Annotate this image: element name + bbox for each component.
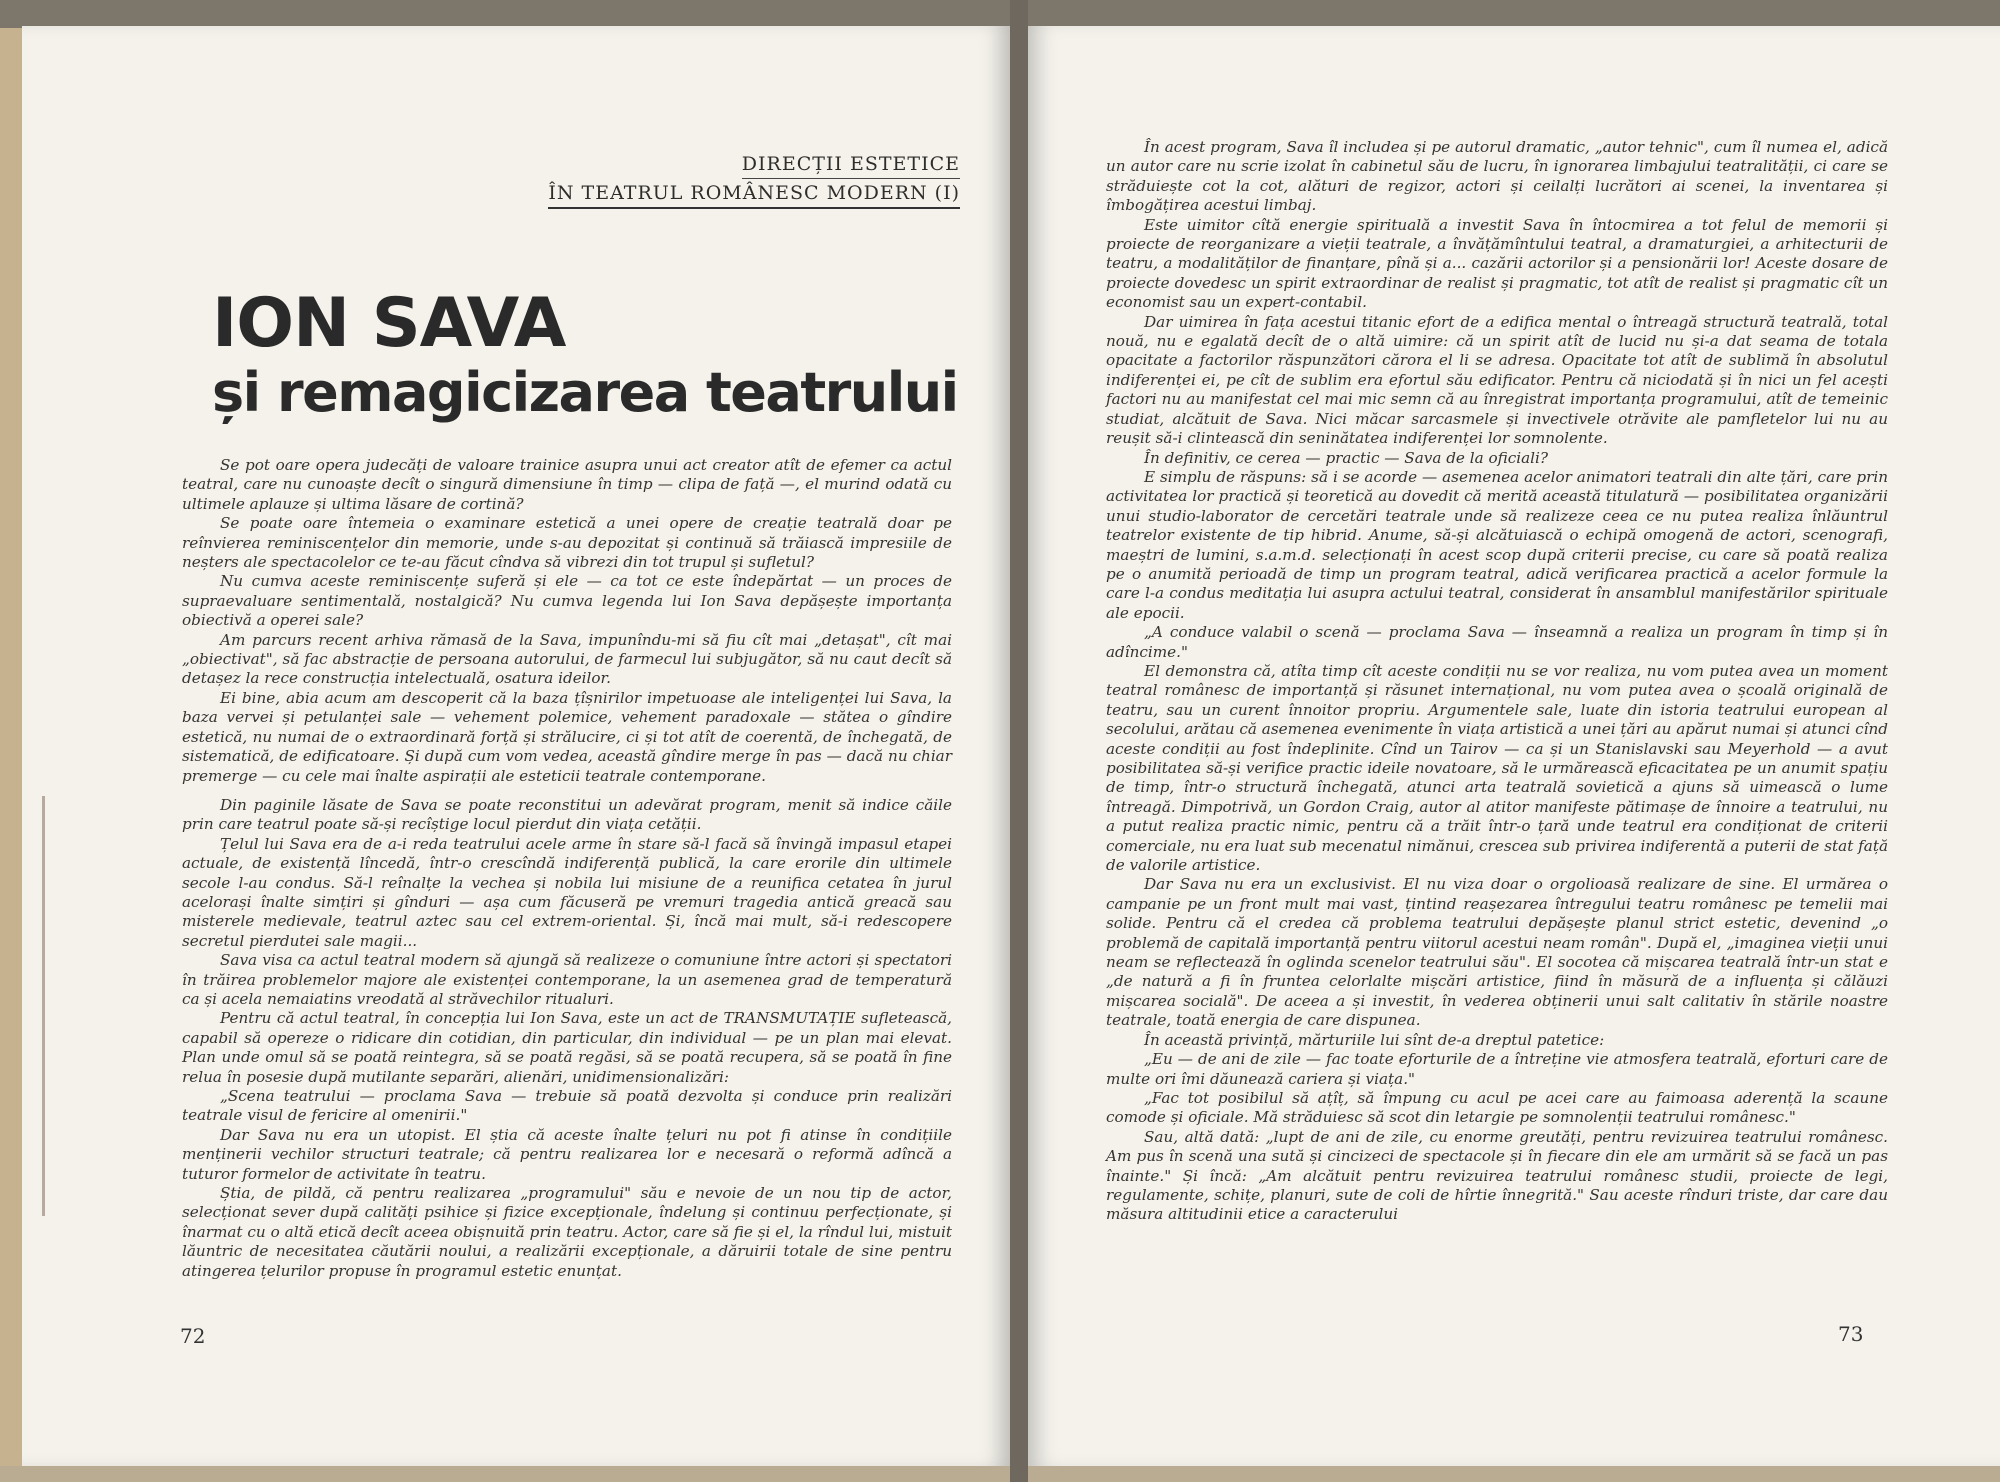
paragraph: Din paginile lăsate de Sava se poate reconstitui un adevărat program, menit să indice căile prin care teatrul poate să-și recîștige locul pierdut din viața cetății. [182,795,952,834]
paragraph: Dar Sava nu era un utopist. El știa că aceste înalte țeluri nu pot fi atinse în condițiile menținerii vechilor structuri teatrale; că pentru realizarea lor e necesară o reformă adîncă a tuturor formelor de activitate în teatru. [182,1125,952,1183]
paragraph: Sava visa ca actul teatral modern să ajungă să realizeze o comuniune între actori și spectatori în trăirea problemelor majore ale existenței contemporane, la un asemenea grad de temperatură ca și acela nemaiatins vreodată al străvechilor ritualuri. [182,951,952,1008]
right-page [1028,26,2000,1466]
series-line-2: ÎN TEATRUL ROMÂNESC MODERN (I) [548,179,960,209]
paragraph: Nu cumva aceste reminiscențe suferă și ele — ca tot ce este îndepărtat — un proces de supraevaluare sentimentală, nostalgică? Nu cumva legenda lui Ion Sava depășește importanța obiectivă a operei sale? [182,572,952,630]
book-gutter [1010,0,1028,1482]
right-body-text [1106,138,1888,1225]
page-number: 72 [180,1324,206,1348]
paragraph: Se pot oare opera judecăți de valoare trainice asupra unui act creator atît de efemer ca actul teatral, care nu cunoaște decît o singură dimensiune în timp — clipa de față —, el murind odată cu ultimele aplauze și ultima lăsare de cortină? [182,456,952,513]
paragraph: E simplu de răspuns: să i se acorde — asemenea acelor animatori teatrali din alte țări, care prin activitatea lor practică și teoretică au dovedit că merită această titulatură — posibilitatea organizării unui studio-laborator de cercetări teatrale unde să realizeze ceea ce nu putea realiza înlăuntrul teatrelor existente de tip hibrid. Anume, să-și alcătuiască o echipă omogenă de actori, scenografi, maeștri de lumini, s.a.m.d. selecționați în acest scop după criterii precise, cu care să poată realiza pe o anumită perioadă de timp un program teatral, adică verificarea practică a acelor formule la care l-a condus meditația lui asupra actului teatral, considerat în ansamblul manifestărilor spirituale ale epocii. [1106,467,1888,622]
page-number: 73 [1838,1322,1864,1346]
left-page [22,26,1010,1466]
book-cover-top [0,0,2000,28]
paragraph: Ei bine, abia acum am descoperit că la baza țîșnirilor impetuoase ale inteligenței lui Sava, la baza vervei și petulanței sale — vehement polemice, vehement paradoxale — stătea o gîndire estetică, nu numai de o extraordinară forță și strălucire, ci și tot atît de coerentă, de închegată, de sistematică, de edificatoare. Și după cum vom vedea, această gîndire merge în pas — dacă nu chiar premerge — cu cele mai înalte aspirații ale esteticii teatrale contemporane. [182,688,952,785]
paragraph: „Fac tot posibilul să ațîț, să împung cu acul pe acei care au faimoasa aderență la scaune comode și oficiale. Mă străduiesc să scot din letargie pe somnolenții teatrului românesc." [1106,1088,1888,1127]
paragraph: „Eu — de ani de zile — fac toate eforturile de a întreține vie atmosfera teatrală, eforturi care de multe ori îmi dăunează cariera și viața." [1106,1050,1888,1088]
page-edge [0,28,24,1482]
paragraph: „A conduce valabil o scenă — proclama Sava — înseamnă a realiza un program în timp și în adîncime." [1106,623,1888,661]
series-heading [548,150,960,209]
paragraph: Dar uimirea în fața acestui titanic efort de a edifica mental o întreagă structură teatrală, total nouă, nu e egalată decît de o altă uimire: că un spirit atît de lucid nu și-a dat seama de totala opacitate a factorilor răspunzători cărora el li se adresa. Opacitate tot atît de sublimă în absolutul indiferenței ei, pe cît de sublim era efortul său edificator. Pentru că niciodată și în nici un fel acești factori nu au manifestat cel mai mic semn că au înregistrat importanța programului, atît de temeinic studiat, alcătuit de Sava. Nici măcar sarcasmele și invectivele otrăvite ale pamfletelor lui nu au reușit să-i clintească din seninătatea indiferenței lor somnolente. [1106,312,1888,448]
margin-mark [42,796,45,1216]
article-title [212,284,972,424]
paragraph: Știa, de pildă, că pentru realizarea „programului" său e nevoie de un nou tip de actor, selecționat sever după calități psihice și fizice excepționale, îndelung și continuu perfecționate, și înarmat cu o altă etică decît aceea obișnuită prin teatru. Actor, care să fie și el, la rîndul lui, mistuit lăuntric de necesitatea căutării noului, a realizării excepționale, a dăruirii totale de sine pentru atingerea țelurilor propuse în programul estetic enunțat. [182,1184,952,1280]
paragraph: El demonstra că, atîta timp cît aceste condiții nu se vor realiza, nu vom putea avea un moment teatral românesc de importanță și răsunet internațional, nu vom putea avea o școală originală de teatru, sau un curent înnoitor propriu. Argumentele sale, luate din istoria teatrului european al secolului, arătau că asemenea evenimente în viața artistică a unei țări au apărut numai și atunci cînd aceste condiții au fost îndeplinite. Cînd un Tairov — ca și un Stanislavski sau Meyerhold — a avut posibilitatea să-și verifice practic ideile novatoare, să le urmărească eficacitatea pe un anumit spațiu de timp, într-o structură închegată, atunci arta teatrală sovietică a ajuns să uimească o lume întreagă. Dimpotrivă, un Gordon Craig, autor al atitor manifeste pătimașe de înnoire a teatrului, nu a putut realiza practic nimic, pentru că a trăit într-o țară unde teatrul era condiționat de criterii comerciale, nu era luat sub mecenatul nimănui, crescea sub privirea indiferentă a puterii de stat față de valorile artistice. [1106,661,1888,875]
paragraph: Dar Sava nu era un exclusivist. El nu viza doar o orgolioasă realizare de sine. El urmărea o campanie pe un front mult mai vast, țintind reașezarea întregului teatru românesc pe temelii mai solide. Pentru că el credea că problema teatrului depășește planul strict estetic, devenind „o problemă de capitală importanță pentru viitorul acestui neam român". După el, „imaginea vieții unui neam se reflectează în oglinda scenelor teatrului său". El socotea că mișcarea teatrală într-un stat e „de natură a fi în fruntea celorlalte mișcări artistice, fiind în măsură de a influența și călăuzi mișcarea socială". De aceea a și investit, în vederea obținerii unui salt calitativ în stările noastre teatrale, toată energia de care dispunea. [1106,875,1888,1030]
left-body-text [182,456,952,1281]
paragraph: În acest program, Sava îl includea și pe autorul dramatic, „autor tehnic", cum îl numea el, adică un autor care nu scrie izolat în cabinetul său de lucru, în ignorarea limbajului teatralității, ci care se străduiește cot la cot, alături de regizor, actori și ceilalți lucrători ai scenei, la inventarea și îmbogățirea acestui limbaj. [1106,138,1888,215]
paragraph: Este uimitor cîtă energie spirituală a investit Sava în întocmirea a tot felul de memorii și proiecte de reorganizare a vieții teatrale, a învățămîntului teatral, a dramaturgiei, a arhitecturii de teatru, a modalităților de finanțare, pînă și a... cazării actorilor și a pensionării lor! Aceste dosare de proiecte dovedesc un spirit extraordinar de realist și pragmatic, tot atît de realist și pragmatic cît un economist sau un expert-contabil. [1106,215,1888,312]
page-edge-bottom [0,1466,2000,1482]
paragraph: „Scena teatrului — proclama Sava — trebuie să poată dezvolta și conduce prin realizări teatrale visul de fericire al omenirii." [182,1087,952,1125]
title-line-2: și remagicizarea teatrului [212,361,958,424]
paragraph: În această privință, mărturiile lui sînt de-a dreptul patetice: [1144,1030,1605,1049]
series-line-1: DIRECȚII ESTETICE [742,150,960,179]
paragraph: În definitiv, ce cerea — practic — Sava de la oficiali? [1144,448,1549,467]
paragraph: Pentru că actul teatral, în concepția lui Ion Sava, este un act de TRANSMUTAȚIE sufletească, capabil să opereze o ridicare din cotidian, din particular, din individual — pe un plan mai elevat. Plan unde omul să se poată reintegra, să se poată regăsi, să se poată recupera, să se poată în fine relua în posesie după mutilante separări, alienări, unidimensionalizări: [182,1009,952,1086]
paragraph: Am parcurs recent arhiva rămasă de la Sava, impunîndu-mi să fiu cît mai „detașat", cît mai „obiectivat", să fac abstracție de persoana autorului, de farmecul lui subjugător, să nu caut decît să detașez la rece construcția intelectuală, osatura ideilor. [182,630,952,688]
paragraph: Țelul lui Sava era de a-i reda teatrului acele arme în stare să-l facă să învingă impasul etapei actuale, de existență lîncedă, într-o crescîndă indiferență publică, la care erorile din ultimele secole l-au condus. Să-l reînalțe la vechea și nobila lui misiune de a reunifica cetatea în jurul acelorași înalte simțiri și gînduri — așa cum făcuseră pe vremuri tragedia antică greacă sau misterele medievale, teatrul aztec sau cel extrem-oriental. Și, încă mai mult, să-i redescopere secretul pierdutei sale magii... [182,834,952,950]
paragraph: Se poate oare întemeia o examinare estetică a unei opere de creație teatrală doar pe reînvierea reminiscențelor din memorie, unde s-au depozitat și continuă să trăiască impresiile de neșters ale spectacolelor ce te-au făcut cîndva să vibrezi din tot trupul și sufletul? [182,514,952,572]
title-line-1: ION SAVA [212,284,566,363]
paragraph: Sau, altă dată: „lupt de ani de zile, cu enorme greutăți, pentru revizuirea teatrului românesc. Am pus în scenă una sută și cincizeci de spectacole și în fiecare din ele am urmărit să se facă un pas înainte." Și încă: „Am alcătuit pentru revizuirea teatrului românesc studii, proiecte de legi, regulamente, schițe, planuri, sute de coli de hîrtie înnegrită." Sau aceste rînduri triste, dar care dau măsura altitudinii etice a caracterului [1106,1127,1888,1224]
